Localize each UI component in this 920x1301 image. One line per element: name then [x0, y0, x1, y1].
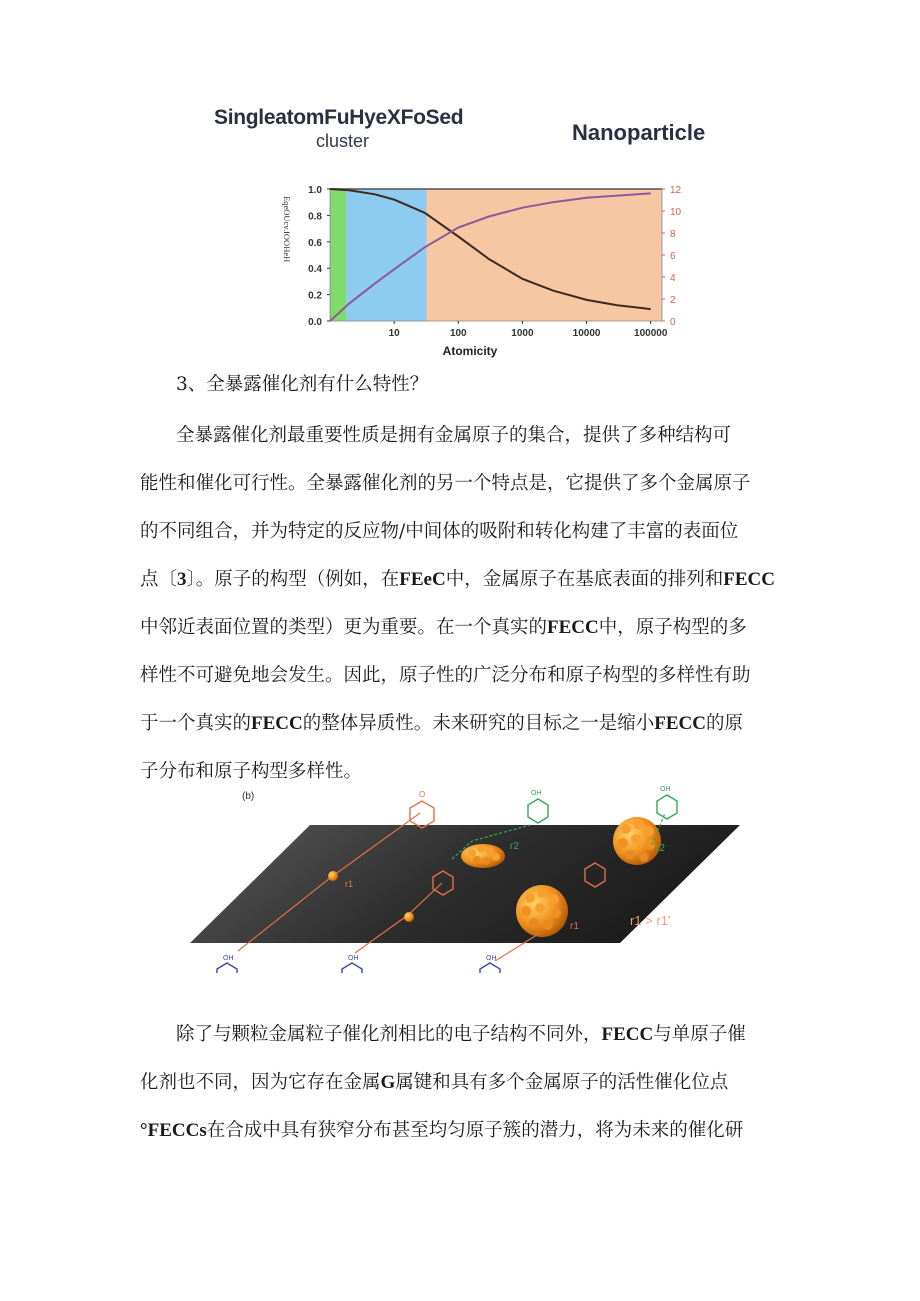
y2-tick-label: 4 — [670, 273, 676, 284]
x-tick-label: 10000 — [572, 328, 601, 339]
term: FECC — [601, 1024, 654, 1045]
oxygen-label: O — [419, 790, 426, 799]
term: °FECCs — [140, 1120, 207, 1141]
chart-header-left: SingleatomFuHyeXFoSed — [214, 106, 464, 129]
ketone-top — [410, 790, 434, 828]
text: 的整体异质性。未来研究的目标之一是缩小 — [302, 713, 655, 734]
rate-label: r2 — [656, 843, 665, 854]
para1-line1: 全暴露催化剂最重要性质是拥有金属原子的集合，提供了多种结构可 — [176, 425, 732, 446]
para1-line5 — [140, 613, 747, 639]
region-single-atom — [330, 189, 346, 321]
term: FEeC — [399, 569, 446, 590]
rate-label: r1 — [570, 921, 579, 932]
chart-header-left-sub: cluster — [316, 131, 370, 151]
y2-tick-label: 0 — [670, 317, 676, 328]
term: FECC — [654, 713, 706, 734]
para2-line2 — [140, 1068, 728, 1094]
text: 化剂也不同，因为它存在金属 — [140, 1072, 381, 1093]
x-tick-label: 100 — [449, 328, 467, 339]
text: 〕。原子的构型（例如，在 — [186, 569, 400, 590]
section-heading: 3、全暴露催化剂有什么特性？ — [176, 374, 429, 395]
text: 属键和具有多个金属原子的活性催化位点 — [395, 1072, 729, 1093]
text: 中，原子构型的多 — [598, 617, 747, 638]
y-tick-label: 0.2 — [308, 290, 322, 302]
catalysis-schematic — [190, 783, 740, 973]
x-tick-label: 1000 — [511, 328, 534, 339]
hydroxyl-label: OH — [348, 955, 359, 962]
hydroxyl-label: OH — [660, 786, 671, 793]
cyclohexanol-middle — [342, 955, 362, 973]
single-atom — [328, 871, 338, 881]
y2-tick-label: 12 — [670, 185, 682, 196]
para1-line6: 样性不可避免地会发生。因此，原子性的广泛分布和原子构型的多样性有助 — [140, 665, 751, 686]
hydroxyl-label: OH — [486, 955, 497, 962]
para2-line3 — [140, 1116, 743, 1142]
phenol-top-right — [657, 786, 677, 819]
text: 在合成中具有狭窄分布甚至均匀原子簇的潜力，将为未来的催化研 — [206, 1120, 744, 1141]
y-tick-label: 0.4 — [308, 264, 322, 276]
para1-line4 — [140, 565, 775, 591]
panel-label: (b) — [242, 791, 255, 802]
y2-tick-label: 8 — [670, 229, 676, 240]
y-tick-label: 0.6 — [308, 237, 322, 249]
region-nanoparticle — [427, 189, 662, 321]
x-tick-label: 100000 — [634, 328, 668, 339]
text: 中邻近表面位置的类型）更为重要。在一个真实的 — [140, 617, 548, 638]
text: 的原 — [706, 713, 744, 734]
term: G — [380, 1072, 396, 1093]
para1-line8: 子分布和原子构型多样性。 — [140, 761, 363, 782]
y-tick-label: 1.0 — [308, 185, 322, 196]
term: FECC — [723, 569, 775, 590]
y2-tick-label: 6 — [670, 251, 676, 262]
text: 于一个真实的 — [140, 713, 252, 734]
y-tick-label: 0.0 — [308, 317, 322, 328]
term: FECC — [547, 617, 599, 638]
atomicity-chart — [276, 178, 694, 360]
text: 与单原子催 — [653, 1024, 746, 1045]
x-tick-label: 10 — [388, 328, 400, 339]
chart-header-right: Nanoparticle — [572, 120, 706, 145]
y2-tick-label: 10 — [670, 207, 682, 218]
small-cluster-atom — [404, 912, 414, 922]
phenol-top-middle — [528, 790, 548, 823]
hydroxyl-label: OH — [223, 955, 234, 962]
rate-inequality: r1 > r1' — [630, 913, 671, 928]
y2-tick-label: 2 — [670, 295, 676, 306]
text: 点〔 — [140, 569, 178, 590]
cyclohexanol-left — [217, 955, 237, 973]
term: FECC — [251, 713, 303, 734]
x-axis-label: Atomicity — [442, 344, 498, 358]
citation-number: 3 — [177, 569, 187, 590]
y-tick-label: 0.8 — [308, 211, 322, 223]
para1-line7 — [140, 709, 743, 735]
para1-line2: 能性和催化可行性。全暴露催化剂的另一个特点是，它提供了多个金属原子 — [140, 473, 751, 494]
text: 中，金属原子在基底表面的排列和 — [445, 569, 724, 590]
text: 除了与颗粒金属粒子催化剂相比的电子结构不同外， — [176, 1024, 602, 1045]
rate-label: r1 — [345, 879, 354, 889]
hydroxyl-label: OH — [531, 790, 542, 797]
rate-label: r2 — [510, 841, 519, 852]
y-axis-label: EqeOUcv.IOOHeH — [282, 196, 292, 263]
para2-line1 — [176, 1020, 746, 1046]
para1-line3: 的不同组合，并为特定的反应物/中间体的吸附和转化构建了丰富的表面位 — [140, 521, 739, 542]
